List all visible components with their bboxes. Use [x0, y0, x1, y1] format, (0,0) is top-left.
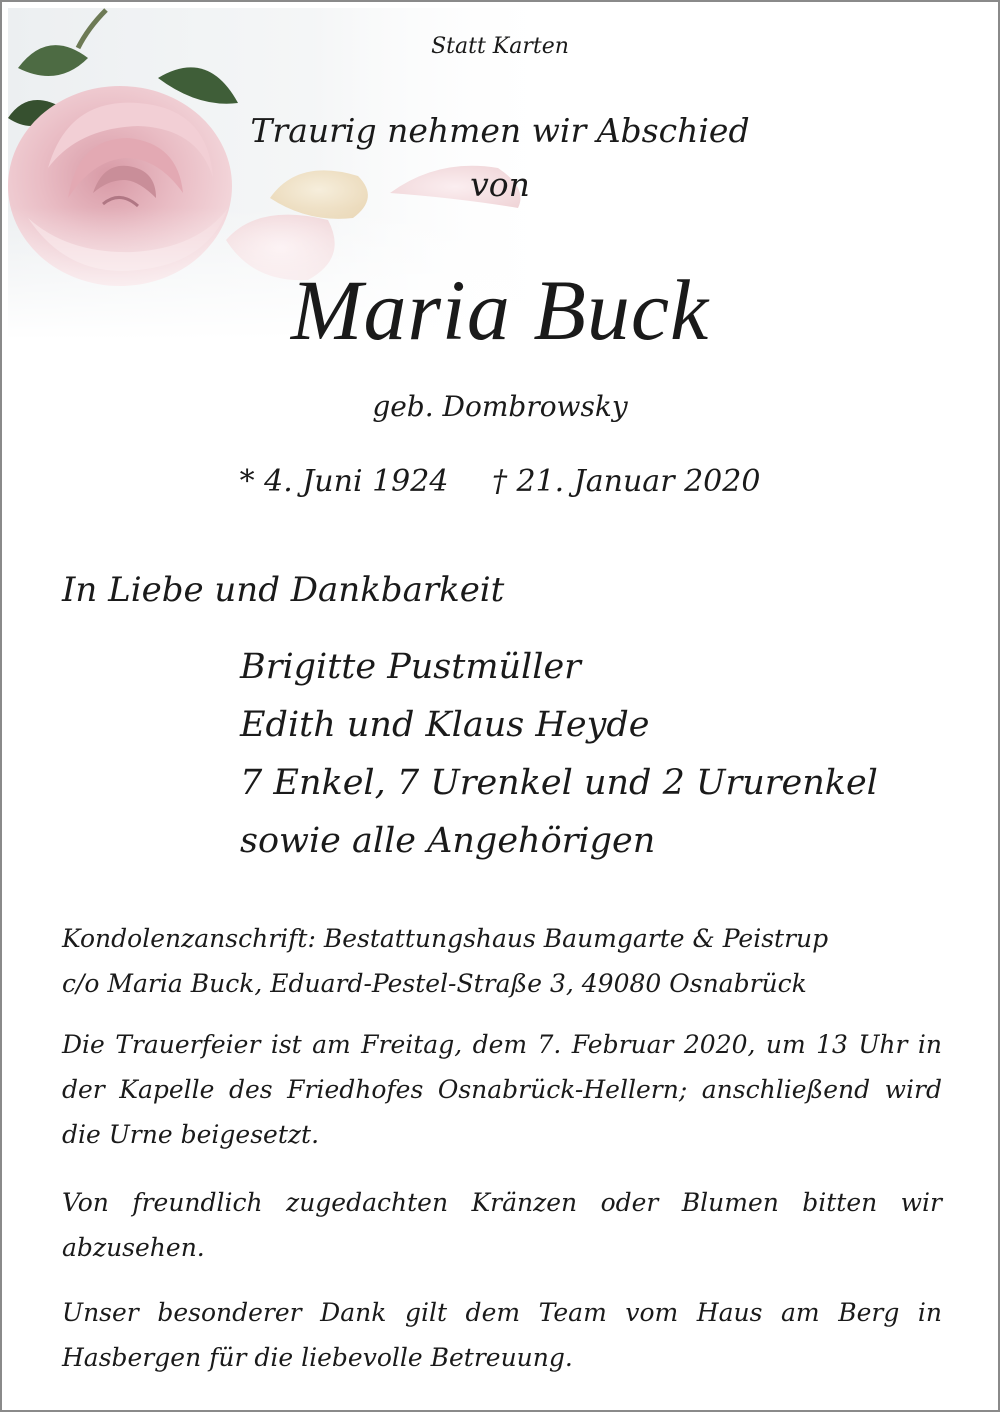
death-date: † 21. Januar 2020: [491, 464, 761, 499]
condolence-line-2: c/o Maria Buck, Eduard-Pestel-Straße 3, 49080 Osnabrück: [62, 969, 807, 998]
funeral-service-notice: Die Trauerfeier ist am Freitag, dem 7. Februar 2020, um 13 Uhr in der Kapelle des Friedhofes Osnabrück-Hellern; anschließend wird die Urne beigesetzt.: [62, 1030, 942, 1149]
no-flowers-notice: Von freundlich zugedachten Kränzen oder Blumen bitten wir abzusehen.: [62, 1188, 942, 1262]
life-dates: [2, 464, 998, 499]
mourner-line: Brigitte Pustmüller: [240, 647, 581, 687]
mourners-list: [240, 638, 878, 870]
thanks-notice: Unser besonderer Dank gilt dem Team vom Haus am Berg in Hasbergen für die liebevolle Betreuung.: [62, 1298, 942, 1372]
abschied-heading: [2, 104, 998, 212]
abschied-line-2: von: [470, 165, 530, 204]
condolence-address: [62, 916, 942, 1006]
mourner-line: Edith und Klaus Heyde: [240, 705, 650, 745]
mourners-intro: In Liebe und Dankbarkeit: [62, 570, 505, 610]
birth-date: * 4. Juni 1924: [239, 464, 449, 499]
deceased-name: Maria Buck: [290, 262, 710, 358]
birth-name: geb. Dombrowsky: [372, 390, 628, 423]
mourner-line: 7 Enkel, 7 Urenkel und 2 Ururenkel: [240, 763, 878, 803]
mourner-line: sowie alle Angehörigen: [240, 821, 656, 861]
abschied-line-1: Traurig nehmen wir Abschied: [250, 111, 750, 150]
statt-karten: Statt Karten: [431, 34, 569, 59]
condolence-line-1: Kondolenzanschrift: Bestattungshaus Baumgarte & Peistrup: [62, 924, 829, 953]
